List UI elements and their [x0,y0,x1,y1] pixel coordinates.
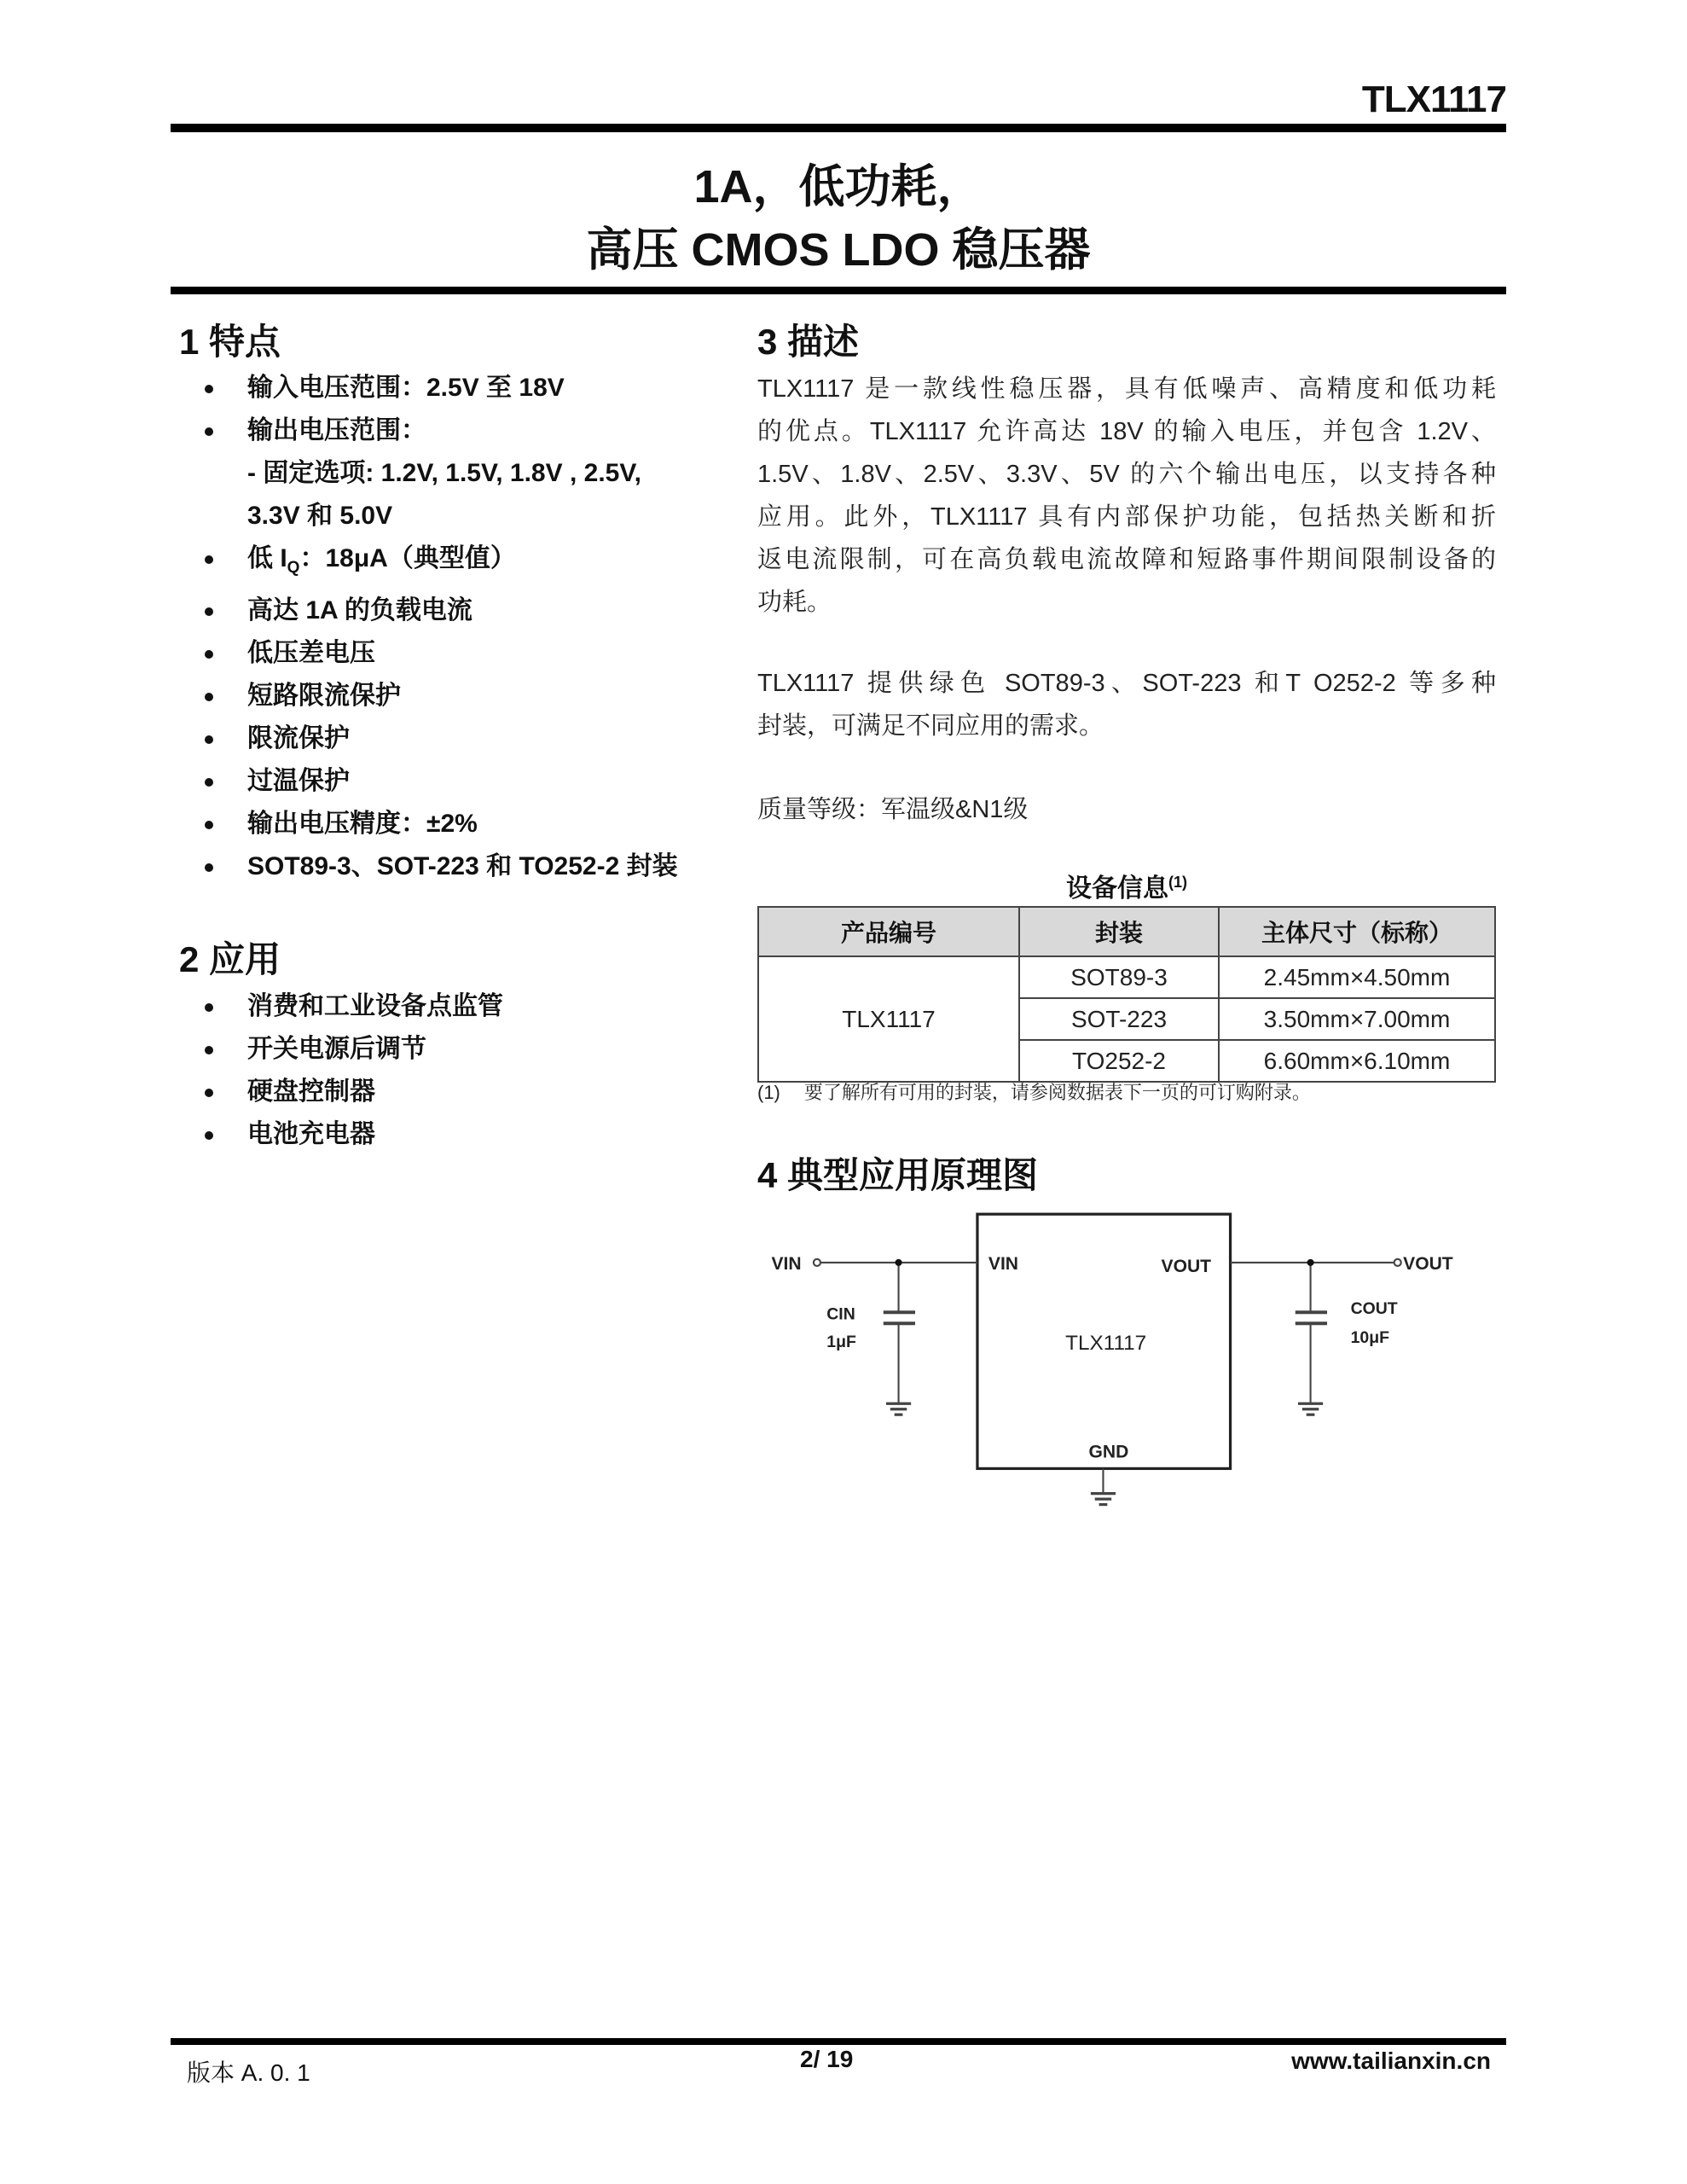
feature-item: 限流保护 [205,717,678,760]
bullet-icon [205,735,213,744]
application-item: 电池充电器 [205,1113,503,1156]
gnd-pin-label: GND [1088,1442,1129,1462]
website-link[interactable]: www.tailianxin.cn [1291,2048,1491,2074]
applications-heading: 2 应用 [179,939,281,979]
top-rule [171,124,1506,132]
feature-item: 高达 1A 的负载电流 [205,590,678,632]
features-list [205,367,678,888]
feature-item: 低压差电压 [205,632,678,675]
bullet-icon [205,650,213,659]
bullet-icon [205,1003,213,1012]
document-title-line1: 1A，低功耗， [693,161,983,212]
vout-pin-label: VOUT [1161,1257,1212,1277]
document-title-line2: 高压 CMOS LDO 稳压器 [586,224,1091,276]
quality-grade: 质量等级：军温级&N1级 [757,796,1029,823]
bullet-icon [205,1046,213,1054]
bullet-icon [205,821,213,829]
cout-label: COUT [1350,1298,1398,1318]
footer-rule [171,2038,1506,2045]
feature-item: 输出电压范围： - 固定选项: 1.2V, 1.5V, 1.8V , 2.5V, 3.3V 和 5.0V [205,410,678,537]
bullet-icon [205,555,213,564]
part-number-cell: TLX1117 [758,956,1019,1082]
chip-label: TLX1117 [1065,1332,1147,1356]
bullet-icon [205,1089,213,1097]
cin-label: CIN [826,1304,855,1324]
cout-value: 10μF [1350,1327,1389,1347]
junction-dot [1307,1259,1314,1266]
bullet-icon [205,607,213,616]
bullet-icon [205,427,213,436]
bullet-icon [205,778,213,787]
bullet-icon [205,863,213,872]
feature-item: 短路限流保护 [205,675,678,717]
feature-item: 输入电压范围：2.5V 至 18V [205,367,678,410]
device-info-title: 设备信息$^{(1)}$ [1066,874,1187,903]
vin-terminal-icon [814,1259,820,1266]
version-label: 版本 A. 0. 1 [187,2059,310,2086]
description-paragraph-2: TLX1117 提供绿色 SOT89-3、SOT-223 和T O252-2 等多种 封装，可满足不同应用的需求。 [757,670,1496,740]
description-paragraph-1: TLX1117 是一款线性稳压器，具有低噪声、高精度和低功耗 的优点。TLX1117 允许高达 18V 的输入电压，并包含 1.2V、 1.5V、1.8V、2.5V、3.3V、5V 的六个输出电压，以支持各种 应用。此外，TLX1117 具有内部保护功能，包括热关断和折 返电流限制，可在高负载电流故障和短路事件期间限制设备的 功耗。 [757,375,1496,616]
vout-label: VOUT [1403,1254,1453,1275]
table-row: TLX1117 SOT89-3 2.45mm×4.50mm [758,956,1495,998]
typical-application-schematic [746,1189,1507,1521]
table-row: SOT-223 3.50mm×7.00mm [758,998,1495,1040]
bullet-icon [205,693,213,701]
page-number: 2/ 19 [800,2046,854,2072]
junction-dot [896,1259,902,1266]
description-heading: 3 描述 [757,322,860,362]
schematic-heading: 4 典型应用原理图 [757,1155,1039,1195]
table-row: TO252-2 6.60mm×6.10mm [758,1040,1495,1082]
table-header-row: 产品编号 封装 主体尺寸（标称） [758,907,1495,956]
vin-label: VIN [771,1254,802,1275]
bullet-icon [205,385,213,393]
cin-value: 1μF [826,1332,856,1351]
feature-item: 低 $I_Q$：18μA（典型值） [205,537,678,590]
application-item: 开关电源后调节 [205,1028,503,1071]
feature-item: 输出电压精度：±2% [205,803,678,845]
table-footnote: (1) 要了解所有可用的封装，请参阅数据表下一页的可订购附录。 [757,1082,1311,1103]
application-item: 消费和工业设备点监管 [205,985,503,1028]
part-number-header: TLX1117 [1361,78,1506,120]
title-rule [171,287,1506,294]
vin-pin-label: VIN [988,1254,1019,1275]
vout-terminal-icon [1394,1259,1401,1266]
application-item: 硬盘控制器 [205,1071,503,1113]
feature-item: 过温保护 [205,760,678,803]
features-heading: 1 特点 [179,322,281,362]
bullet-icon [205,1131,213,1140]
applications-list [205,985,503,1156]
device-info-table [757,906,1496,1083]
feature-item: SOT89-3、SOT-223 和 TO252-2 封装 [205,845,678,888]
